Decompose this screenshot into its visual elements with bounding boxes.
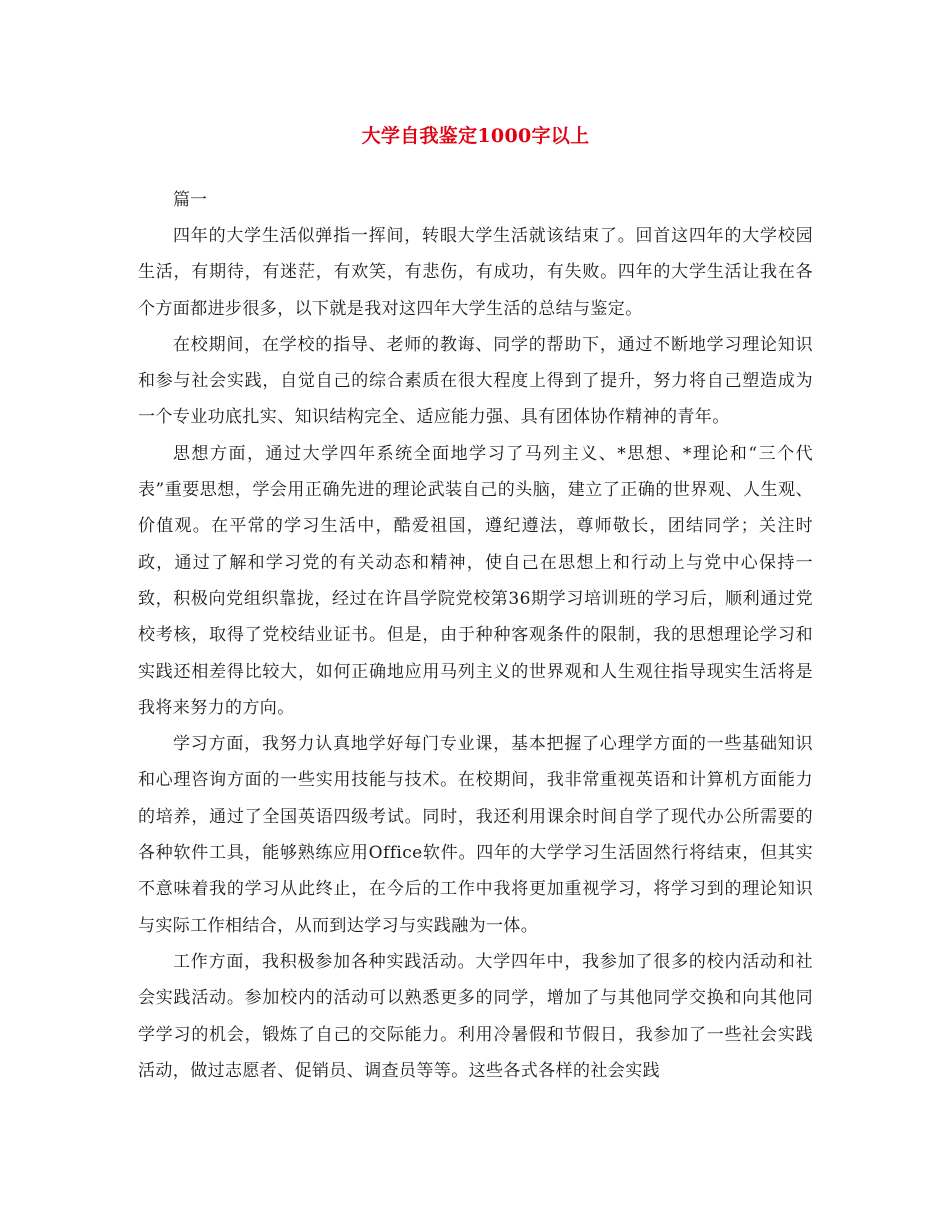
paragraph-school-period: 在校期间，在学校的指导、老师的教诲、同学的帮助下，通过不断地学习理论知识和参与社会实践，自觉自己的综合素质在很大程度上得到了提升，努力将自己塑造成为一个专业功底扎实、知识结构完全、适应能力强、具有团体协作精神的青年。 (138, 334, 813, 428)
paragraph-work: 工作方面，我积极参加各种实践活动。大学四年中，我参加了很多的校内活动和社会实践活动。参加校内的活动可以熟悉更多的同学，增加了与其他同学交换和向其他同学学习的机会，锻炼了自己的交际能力。利用冷暑假和节假日，我参加了一些社会实践活动，做过志愿者、促销员、调查员等等。这些各式各样的社会实践 (138, 951, 813, 1081)
section-label: 篇一 (173, 190, 207, 210)
paragraph-study: 学习方面，我努力认真地学好每门专业课，基本把握了心理学方面的一些基础知识和心理咨询方面的一些实用技能与技术。在校期间，我非常重视英语和计算机方面能力的培养，通过了全国英语四级考试。同时，我还利用课余时间自学了现代办公所需要的各种软件工具，能够熟练应用Office软件。四年的大学学习生活固然行将结束，但其实不意味着我的学习从此终止，在今后的工作中我将更加重视学习，将学习到的理论知识与实际工作相结合，从而到达学习与实践融为一体。 (138, 734, 813, 936)
paragraph-intro: 四年的大学生活似弹指一挥间，转眼大学生活就该结束了。回首这四年的大学校园生活，有期待，有迷茫，有欢笑，有悲伤，有成功，有失败。四年的大学生活让我在各个方面都进步很多，以下就是我对这四年大学生活的总结与鉴定。 (138, 226, 813, 319)
document-page (138, 120, 813, 1089)
document-title: 大学自我鉴定1000字以上 (361, 125, 590, 147)
paragraph-ideology: 思想方面，通过大学四年系统全面地学习了马列主义、*思想、*理论和“三个代表”重要思想，学会用正确先进的理论武装自己的头脑，建立了正确的世界观、人生观、价值观。在平常的学习生活中，酷爱祖国，遵纪遵法，尊师敬长，团结同学；关注时政，通过了解和学习党的有关动态和精神，使自己在思想上和行动上与党中心保持一致，积极向党组织靠拢，经过在许昌学院党校第36期学习培训班的学习后，顺利通过党校考核，取得了党校结业证书。但是，由于种种客观条件的限制，我的思想理论学习和实践还相差得比较大，如何正确地应用马列主义的世界观和人生观往指导现实生活将是我将来努力的方向。 (138, 443, 813, 718)
